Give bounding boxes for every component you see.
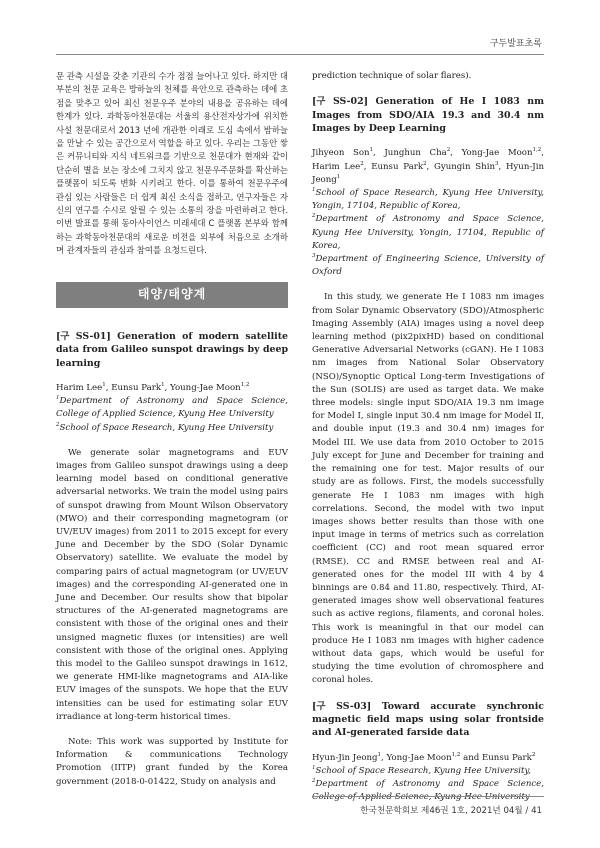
affiliation: $^1$School of Space Research, Kyung Hee University, Yongin, 17104, Republic of Korea,	[312, 187, 544, 212]
left-column	[56, 70, 288, 789]
abstract-ss01-authors: Harim Lee$^1$, Eunsu Park$^1$, Young-Jae Moon$^{1,2}$	[56, 382, 250, 393]
footer-citation: 한국천문학회보 제46권 1호, 2021년 04월 / 41	[360, 806, 542, 816]
author-sup: 1	[161, 382, 165, 389]
affiliation: $^1$School of Space Research, Kyung Hee University,	[312, 765, 531, 776]
abstract-ss03-authors: Hyun-Jin Jeong$^1$, Yong-Jae Moon$^{1,2}$ and Eunsu Park$^2$	[312, 751, 536, 763]
korean-paragraph: 문 관측 시설을 갖춘 기관의 수가 점점 늘어나고 있다. 하지만 대부분의 천문 교육은 방하늘의 천체를 육안으로 관측하는 데에 초점을 맞추고 있어 최신 천문우주 분야의 내용을 공유하는 데에 한계가 있다. 과학동아천문대는 서울의 용산전자상가에 위치한 사설 천문대로서 2013 년에 개관한 이래로 도심 속에서 밤하늘을 만날 수 있는 공간으로서 역할을 하고 있다. 우리는 그동안 쌓은 커뮤니티와 지식 네트워크를 기반으로 천문대가 현재와 같이 단순히 별을 보는 장소에 그치지 않고 천문우주문화를 확산하는 플랫폼이 되도록 변화 시키려고 한다. 이를 통하여 천문우주에 관심 있는 사람들은 더 쉽게 최신 소식을 접하고, 연구자들은 자신의 연구를 수시로 알릴 수 있는 소통의 장을 마련하려고 한다. 이번 발표를 통해 동아사이언스 미래세대 C 플랫폼 본부와 함께하는 과학동아천문대의 새로운 비전을 외부에 처음으로 소개하며 관계자들의 관심과 참여를 요청드린다.	[56, 71, 288, 256]
header-section-label: 구두발표초록	[489, 39, 542, 49]
author-sup: 1	[102, 382, 106, 389]
right-column	[312, 70, 544, 805]
abstract-ss02-body: In this study, we generate He I 1083 nm images from Solar Dynamic Observatory (SDO)/Atmospheric Imaging Assembly (AIA) images using a novel deep learning method (pix2pixHD) based on conditional Generative Adversarial Networks (cGAN). He I 1083 nm images from National Solar Observatory (NSO)/Synoptic Optical Long-term Investigations of the Sun (SOLIS) are used as target data. We make three models: single input SDO/AIA 19.3 nm image for Model I, single input 30.4 nm image for Model II, and double input (19.3 and 30.4 nm) images for Model III. We use data from 2010 October to 2015 July except for June and December for training and the remaining one for test. Major results of our study are as follows. First, the models successfully generate He I 1083 nm images with high correlations. Second, the model with two input images shows better results than those with one input image in terms of metrics such as correlation coefficient (CC) and root mean squared error (RMSE). CC and RMSE between real and AI-generated ones for the model III with 4 by 4 binnings are 0.84 and 11.80, respectively. Third, AI-generated images show well observational features such as active regions, filaments, and coronal holes. This work is meaningful in that our model can produce He I 1083 nm images with higher cadence without data gaps, which would be useful for studying the time evolution of chromosphere and coronal holes.	[312, 292, 544, 686]
abstract-ss03-title: [구 SS-03] Toward accurate synchronic magnetic field maps using solar frontside and AI-generated farside data	[312, 700, 544, 739]
author-name: Young-Jae Moon	[170, 382, 241, 393]
abstract-ss01-note: Note: This work was supported by Institute for Information & communications Technology Promotion (IITP) grant funded by the Korea government (2018-0-01422, Study on analysis and	[56, 736, 288, 787]
abstract-ss02-title: [구 SS-02] Generation of He I 1083 nm Images from SDO/AIA 19.3 and 30.4 nm Images by Deep Learning	[312, 96, 544, 135]
affiliation: $^2$Department of Astronomy and Space Science, Kyung Hee University, Yongin, 17104, Republic of Korea,	[312, 213, 544, 251]
header-rule	[56, 54, 544, 55]
section-banner	[56, 282, 288, 308]
abstract-ss03-affiliations	[312, 765, 544, 805]
abstract-ss02-affiliations	[312, 187, 544, 279]
section-title: 태양/태양계	[137, 287, 207, 302]
author-name: Eunsu Park	[111, 382, 162, 393]
author-sup: 1,2	[240, 382, 250, 389]
affiliation: $^1$Department of Astronomy and Space Science, College of Applied Science, Kyung Hee University	[56, 395, 288, 420]
affiliation: $^2$Department of Astronomy and Space Science, College of Applied Science, Kyung Hee University	[312, 778, 544, 803]
author-name: Harim Lee	[56, 382, 103, 393]
note-continuation: prediction technique of solar flares).	[312, 71, 472, 81]
affiliation: $^2$School of Space Research, Kyung Hee University	[56, 421, 274, 433]
affiliation: $^3$Department of Engineering Science, University of Oxford	[312, 253, 544, 278]
abstract-ss02-authors: Jihyeon Son$^1$, Junghun Cha$^2$, Yong-Jae Moon$^{1,2}$, Harim Lee$^2$, Eunsu Park$^2$, Gyungin Shin$^3$, Hyun-Jin Jeong$^1$	[312, 147, 544, 185]
footer-rule	[312, 796, 544, 797]
abstract-ss01-affiliations	[56, 395, 288, 435]
abstract-ss01-title: [구 SS-01] Generation of modern satellite data from Galileo sunspot drawings by deep learning	[56, 330, 288, 369]
abstract-ss01-body: We generate solar magnetograms and EUV images from Galileo sunspot drawings using a deep learning model based on conditional generative adversarial networks. We train the model using pairs of sunspot drawing from Mount Wilson Observatory (MWO) and their corresponding magnetogram (or UV/EUV images) from 2011 to 2015 except for every June and December by the SDO (Solar Dynamic Observatory) satellite. We evaluate the model by comparing pairs of actual magnetogram (or UV/EUV images) and the corresponding AI-generated one in June and December. Our results show that bipolar structures of the AI-generated magnetograms are consistent with those of the original ones and their unsigned magnetic fluxes (or intensities) are well consistent with those of the original ones. Applying this model to the Galileo sunspot drawings in 1612, we generate HMI-like magnetograms and AIA-like EUV images of the sunspots. We hope that the EUV intensities can be used for estimating solar EUV irradiance at long-term historical times.	[56, 447, 288, 722]
